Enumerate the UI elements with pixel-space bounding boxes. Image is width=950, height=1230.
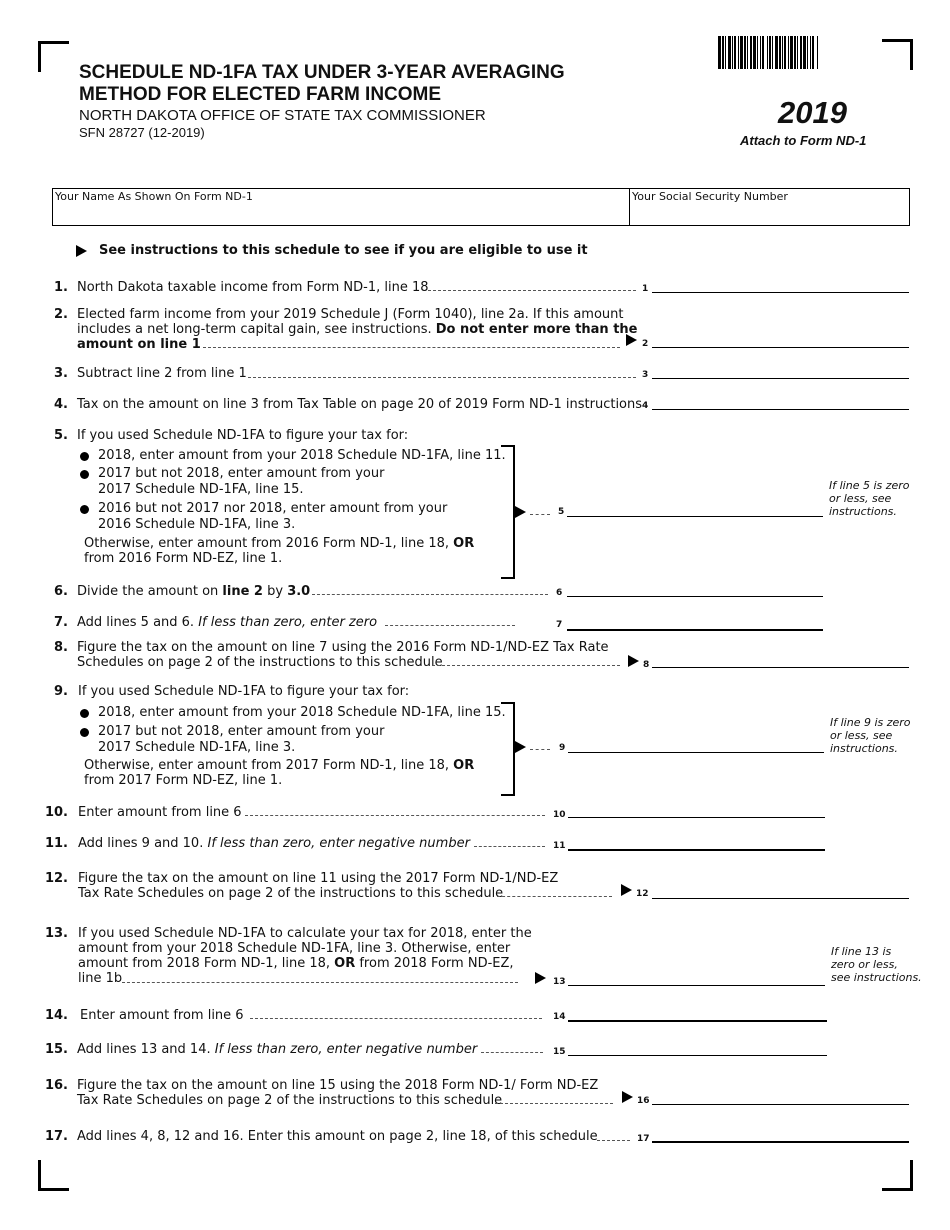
line-14-text: Enter amount from line 6 [80,1008,244,1023]
line-12-text-b: Tax Rate Schedules on page 2 of the instructions to this schedule [78,886,504,901]
line-2-text-b1: includes a net long-term capital gain, see instructions. [77,322,432,337]
line-3-number: 3. [54,366,68,381]
leader-dots [203,347,620,348]
line-9-opt-2b: 2017 Schedule ND-1FA, line 3. [98,740,296,755]
line-2-number: 2. [54,307,68,322]
arrow-right-icon [621,884,632,896]
name-field-label: Your Name As Shown On Form ND-1 [55,190,253,203]
line-9-number: 9. [54,684,68,699]
line-16-text-a: Figure the tax on the amount on line 15 using the 2018 Form ND-1/ Form ND-EZ [77,1078,599,1093]
line-4-input[interactable] [652,409,909,410]
line-17-text: Add lines 4, 8, 12 and 16. Enter this amount on page 2, line 18, of this schedule [77,1129,598,1144]
t: If less than zero, enter zero [198,615,378,630]
leader-dots [122,982,518,983]
line-2-input[interactable] [652,347,909,348]
leader-dots [385,625,515,626]
corner-mark-bottom-right [882,1160,913,1191]
t: amount from 2018 Form ND-1, line 18, [78,956,331,971]
line-5-opt-3a: 2016 but not 2017 nor 2018, enter amount from your [98,501,448,516]
note-line: instructions. [830,742,898,755]
arrow-right-icon [515,741,526,753]
line-7-ref: 7 [556,620,563,630]
line-5-opt-2b: 2017 Schedule ND-1FA, line 15. [98,482,304,497]
line-5-otherwise [84,536,474,552]
line-11-input[interactable] [568,849,825,851]
line-8-ref: 8 [643,660,650,670]
line-1-ref: 1 [642,284,649,294]
line-8-text-b: Schedules on page 2 of the instructions to this schedule [77,655,443,670]
arrow-right-icon [626,334,637,346]
line-5-note [829,479,910,518]
line-17-ref: 17 [637,1134,650,1144]
leader-dots [432,665,620,666]
ssn-field-label: Your Social Security Number [632,190,788,203]
bracket [501,445,515,579]
eligibility-instruction: See instructions to this schedule to see if you are eligible to use it [99,243,588,258]
leader-dots [497,896,612,897]
leader-dots [474,846,545,847]
line-5-text-intro: If you used Schedule ND-1FA to figure your tax for: [77,428,409,443]
line-2-text-a: Elected farm income from your 2019 Schedule J (Form 1040), line 2a. If this amount [77,307,624,322]
bracket [501,702,515,796]
arrow-right-icon [76,245,87,257]
line-14-ref: 14 [553,1012,566,1022]
line-13-text-c [78,956,514,972]
form-title-line-2: METHOD FOR ELECTED FARM INCOME [79,84,442,105]
office-name: NORTH DAKOTA OFFICE OF STATE TAX COMMISSIONER [79,107,486,124]
line-5-input[interactable] [567,516,823,517]
line-4-number: 4. [54,397,68,412]
t: Add lines 9 and 10. [78,836,204,851]
line-16-input[interactable] [652,1104,909,1105]
leader-dots [481,1052,543,1053]
t: Otherwise, enter amount from 2017 Form ND-1, line 18, [84,758,450,773]
note-line: zero or less, [831,958,898,971]
line-10-number: 10. [44,805,68,820]
line-14-input[interactable] [568,1020,827,1022]
line-1-input[interactable] [652,292,909,293]
t: If less than zero, enter negative number [214,1042,478,1057]
line-11-ref: 11 [553,841,566,851]
line-10-input[interactable] [568,817,825,818]
line-6-ref: 6 [556,588,563,598]
line-9-opt-1: 2018, enter amount from your 2018 Schedule ND-1FA, line 15. [98,705,506,720]
t: from 2018 Form ND-EZ, [359,956,514,971]
barcode-icon [718,36,819,69]
bullet-icon [80,470,89,479]
note-line: or less, see [830,729,893,742]
line-13-input[interactable] [568,985,825,986]
line-6-number: 6. [54,584,68,599]
line-17-input[interactable] [652,1141,909,1143]
leader-dots [312,594,548,595]
line-2-ref: 2 [642,339,649,349]
attach-note: Attach to Form ND-1 [740,133,867,148]
leader-dots [530,749,550,750]
line-5-otherwise-b: from 2016 Form ND-EZ, line 1. [84,551,283,566]
ssn-field[interactable] [629,188,910,226]
line-9-otherwise-b: from 2017 Form ND-EZ, line 1. [84,773,283,788]
t: Add lines 5 and 6. [77,615,195,630]
leader-dots [245,815,545,816]
line-10-ref: 10 [553,810,566,820]
line-3-text: Subtract line 2 from line 1 [77,366,247,381]
line-15-number: 15. [44,1042,68,1057]
corner-mark-top-right [882,39,913,70]
line-2-text-c: amount on line 1 [77,337,201,352]
line-7-text [77,615,377,631]
line-9-ref: 9 [559,743,566,753]
t: If less than zero, enter negative number [207,836,470,851]
bullet-icon [80,452,89,461]
line-5-number: 5. [54,428,68,443]
note-line: see instructions. [831,971,922,984]
line-13-text-b: amount from your 2018 Schedule ND-1FA, line 3. Otherwise, enter [78,941,511,956]
bullet-icon [80,505,89,514]
line-5-otherwise-text: Otherwise, enter amount from 2016 Form ND-1, line 18, [84,536,450,551]
note-line: If line 5 is zero [829,479,910,492]
line-17-number: 17. [44,1129,68,1144]
line-13-text-d: line 1b [78,971,123,986]
corner-mark-top-left [38,41,69,72]
line-9-input[interactable] [568,752,824,753]
line-8-input[interactable] [652,667,909,668]
note-line: If line 9 is zero [830,716,911,729]
line-3-ref: 3 [642,370,649,380]
arrow-right-icon [515,506,526,518]
leader-dots [248,377,636,378]
line-9-text-intro: If you used Schedule ND-1FA to figure your tax for: [78,684,410,699]
line-13-text-a: If you used Schedule ND-1FA to calculate your tax for 2018, enter the [78,926,532,941]
line-16-text-b: Tax Rate Schedules on page 2 of the instructions to this schedule [77,1093,503,1108]
t: 3.0 [287,584,311,599]
line-9-otherwise [84,758,474,774]
line-5-ref: 5 [558,507,565,517]
line-2-bold-note: Do not enter more than the [435,322,638,337]
line-15-input[interactable] [568,1055,827,1056]
note-line: instructions. [829,505,897,518]
line-2-text-b [77,322,638,338]
line-13-number: 13. [44,926,68,941]
line-4-ref: 4 [642,401,649,411]
leader-dots [428,290,636,291]
note-line: If line 13 is [831,945,892,958]
line-16-ref: 16 [637,1096,650,1106]
line-5-opt-1: 2018, enter amount from your 2018 Schedule ND-1FA, line 11. [98,448,506,463]
leader-dots [250,1018,542,1019]
line-8-text-a: Figure the tax on the amount on line 7 using the 2016 Form ND-1/ND-EZ Tax Rate [77,640,609,655]
line-9-opt-2a: 2017 but not 2018, enter amount from your [98,724,385,739]
line-15-ref: 15 [553,1047,566,1057]
line-7-input[interactable] [567,629,823,631]
line-6-input[interactable] [567,596,823,597]
line-11-text [78,836,470,852]
bullet-icon [80,709,89,718]
line-14-number: 14. [44,1008,68,1023]
name-field[interactable] [52,188,630,226]
leader-dots [495,1103,613,1104]
line-5-or: OR [453,536,475,551]
note-line: or less, see [829,492,892,505]
bullet-icon [80,728,89,737]
line-1-text: North Dakota taxable income from Form ND-1, line 18 [77,280,429,295]
leader-dots [597,1140,630,1141]
line-15-text [77,1042,477,1058]
line-6-text [77,584,310,600]
t: by [267,584,284,599]
form-number: SFN 28727 (12-2019) [79,125,205,140]
line-12-number: 12. [44,871,68,886]
line-13-ref: 13 [553,977,566,987]
barcode-bar [818,36,819,69]
t: OR [334,956,356,971]
line-3-input[interactable] [652,378,909,379]
tax-year: 2019 [778,95,847,130]
t: Divide the amount on [77,584,219,599]
line-12-input[interactable] [652,898,909,899]
t: line 2 [222,584,263,599]
corner-mark-bottom-left [38,1160,69,1191]
line-11-number: 11. [44,836,68,851]
line-10-text: Enter amount from line 6 [78,805,242,820]
line-9-note [830,716,911,755]
leader-dots [530,514,550,515]
line-12-text-a: Figure the tax on the amount on line 11 using the 2017 Form ND-1/ND-EZ [78,871,559,886]
line-4-text: Tax on the amount on line 3 from Tax Table on page 20 of 2019 Form ND-1 instructions [77,397,643,412]
form-title-line-1: SCHEDULE ND-1FA TAX UNDER 3-YEAR AVERAGING [79,62,565,83]
arrow-right-icon [628,655,639,667]
line-12-ref: 12 [636,889,649,899]
line-5-opt-2a: 2017 but not 2018, enter amount from your [98,466,385,481]
line-13-note [831,945,922,984]
line-16-number: 16. [44,1078,68,1093]
arrow-right-icon [622,1091,633,1103]
arrow-right-icon [535,972,546,984]
line-5-opt-3b: 2016 Schedule ND-1FA, line 3. [98,517,296,532]
line-8-number: 8. [54,640,68,655]
line-7-number: 7. [54,615,68,630]
line-1-number: 1. [54,280,68,295]
t: Add lines 13 and 14. [77,1042,211,1057]
t: OR [453,758,475,773]
